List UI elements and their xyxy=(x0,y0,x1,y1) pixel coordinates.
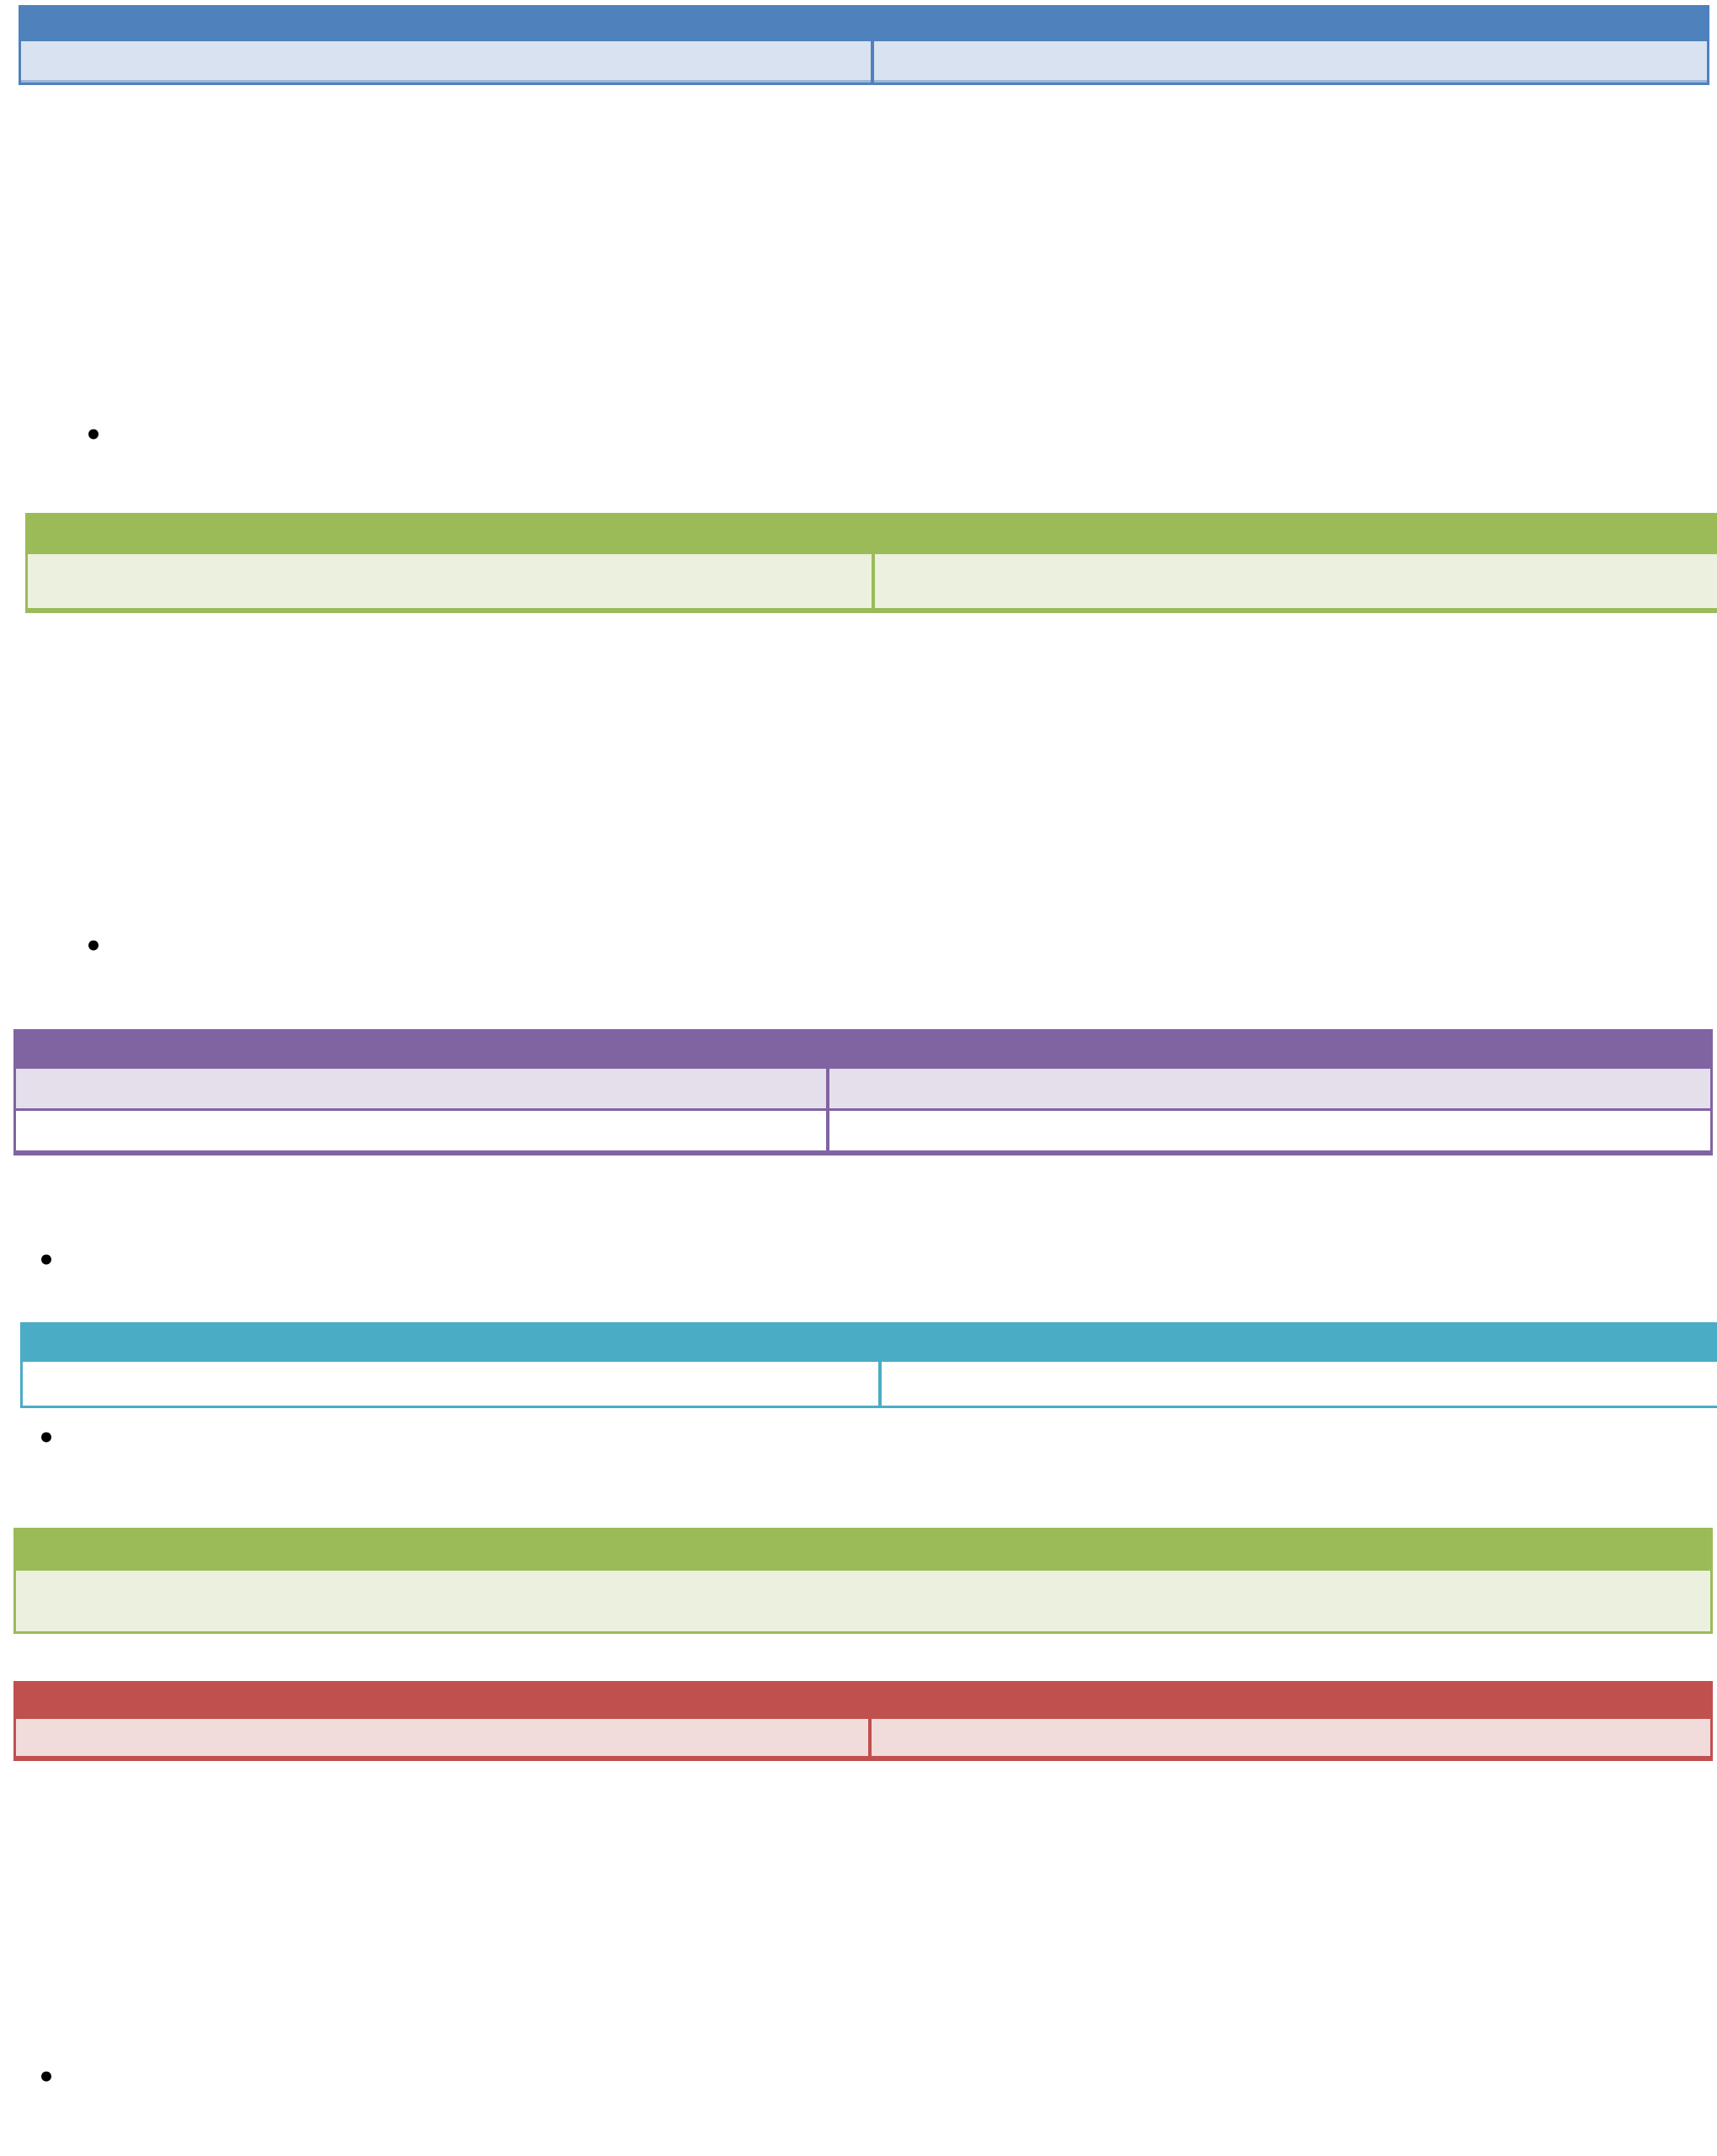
bullet-icon: • xyxy=(84,419,103,452)
bullet-icon: • xyxy=(37,1422,56,1455)
bullet-icon: • xyxy=(37,1244,56,1278)
athens-note xyxy=(37,1418,1688,1502)
thessaloniki-timetable xyxy=(13,1681,1713,1761)
kavala-note xyxy=(37,1241,1688,1283)
bullet-icon: • xyxy=(84,930,103,963)
xanthi-note xyxy=(84,415,1701,499)
kavala-timetable xyxy=(13,1029,1713,1155)
serres-timetable xyxy=(13,1528,1713,1634)
thessaloniki-note xyxy=(37,2057,1688,2142)
alexandroupoli-timetable xyxy=(25,513,1717,613)
alexandroupoli-note xyxy=(84,926,1701,1011)
athens-timetable xyxy=(20,1322,1717,1408)
xanthi-timetable xyxy=(19,5,1709,85)
bullet-icon: • xyxy=(37,2061,56,2095)
